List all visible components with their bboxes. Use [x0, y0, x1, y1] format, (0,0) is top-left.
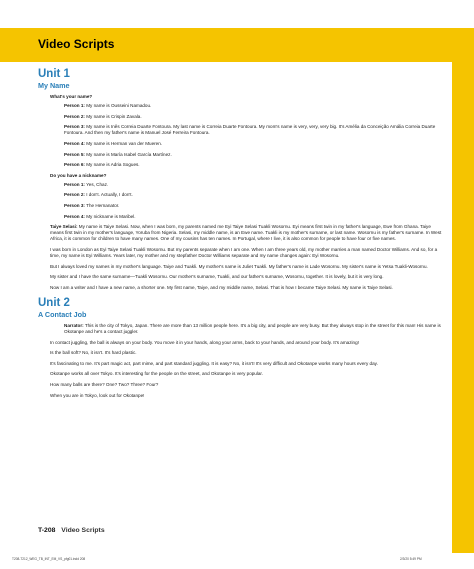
paragraph: How many balls are there? One? Two? Three? Four?	[50, 382, 159, 388]
script-content	[38, 68, 443, 403]
side-bar	[452, 28, 474, 553]
narrator-paragraph: Narrator: This is the city of Tokyo, Japan. There are more than 13 million people here. It's a big city, and people are very busy. But they always stop in the street for this man! His name is Okotanpe and he's a contact juggler.	[64, 322, 441, 335]
answer-line: Person 2: I don't. Actually, I don't.	[64, 192, 133, 198]
paragraph: When you are in Tokyo, look out for Okotanpe!	[50, 392, 145, 398]
unit-1-section-title: My Name	[38, 81, 70, 90]
answer-line: Person 2: My name is Crispin Zavala.	[64, 113, 142, 119]
unit-2-section-title: A Contact Job	[38, 309, 87, 319]
unit-1-title: Unit 1	[38, 68, 70, 80]
answer-line: Person 3: The Hernanator.	[64, 203, 120, 209]
answer-line: Person 3: My name is Inês Correia Duarte Fontoura. My last name is Correia Duarte Fontoura. My mom's name is very, very, very big. It's Amélia da Conceição Amália Correia Duarte Fontoura. And then my father's name is Manuel José Ferreira Fontoura.	[64, 124, 436, 136]
print-slug: T208-T212_WEG_TB_INT_EM_VS_pfg01.indd 208	[12, 557, 86, 561]
page-footer	[38, 527, 105, 534]
paragraph: Is the ball soft? No, it isn't. It's hard plastic.	[50, 350, 137, 356]
page-number: T-208	[38, 527, 56, 534]
paragraph: Okotanpe works all over Tokyo. It's interesting for the people on the street, and Okotanpe is very popular.	[50, 371, 263, 377]
paragraph: But I always loved my names in my mother's language. Taiye and Tuakli. My mother's name is Juliet Tuakli. My father's name is Lade Wosornu. My sister's name is Yetsa Tuakli-Wosornu.	[50, 263, 428, 269]
paragraph: My sister and I have the same surname—Tuakli Wosornu. Our mother's surname, Tuakli, and our father's surname, Wosornu, together. It is lovely, but it is very long.	[50, 274, 384, 280]
answer-line: Person 5: My name is María Isabel García Martínez.	[64, 151, 172, 157]
answer-line: Person 1: Yes, Chaz.	[64, 181, 109, 187]
question-1: What's your name?	[50, 94, 93, 99]
paragraph: In contact juggling, the ball is always on your body. You move it in your hands, along your arms, back to your hands, and around your body. It's amazing!	[50, 339, 359, 345]
unit-2-title: Unit 2	[38, 296, 70, 309]
paragraph: I was born in London as Eyi Taiye Selasi Tuakli Wosornu. But my parents separate when I am one. When I am three years old, my mother marries a man named Doctor Williams. And so, for a time, my name is Eyi Williams. Years later, my mother and my stepfather Doctor Williams separate and my name changes again: Eyi Wosornu.	[50, 247, 438, 259]
question-2: Do you have a nickname?	[50, 172, 107, 178]
page-title: Video Scripts	[38, 37, 115, 51]
selasi-paragraph: Taiye Selasi: My name is Taiye Selasi. Now, when I was born, my parents named me Eyi Taiye Selasi Tuakli Wosornu. Eyi means first twin in my father's language, Ewe from Ghana. Taiye means first twin in my mother's language, Yoruba from Nigeria. Selasi, my middle name, is an Ewe name. Tuakli is my mother's surname, or last name. Wosornu is my father's surname. In West Africa, it is common for children to have many names. One of my cousins has ten names. In Portugal, where I live, it is also common for people to have four or five names.	[50, 224, 442, 242]
answer-line: Person 6: My name is Adria Sogues.	[64, 162, 140, 168]
paragraph: Now I am a writer and I have a new name, a shorter one. My first name, Taiye, and my middle name, Selasi. That is how I became Taiye Selasi. My name is Taiye Selasi.	[50, 284, 393, 290]
paragraph: It's fascinating to me. It's part magic act, part mime, and part standard juggling. It is easy? No, it isn't! It's very difficult and Okotanpe works many hours every day.	[50, 360, 378, 366]
footer-section: Video Scripts	[61, 527, 105, 534]
answer-line: Person 4: My nickname is Maribel.	[64, 213, 136, 219]
answer-line: Person 4: My name is Herman van der Mueren.	[64, 140, 163, 146]
answer-line: Person 1: My name is Ousseini Namadou.	[64, 103, 152, 109]
print-date: 2/3/20 5:49 PM	[400, 557, 422, 561]
